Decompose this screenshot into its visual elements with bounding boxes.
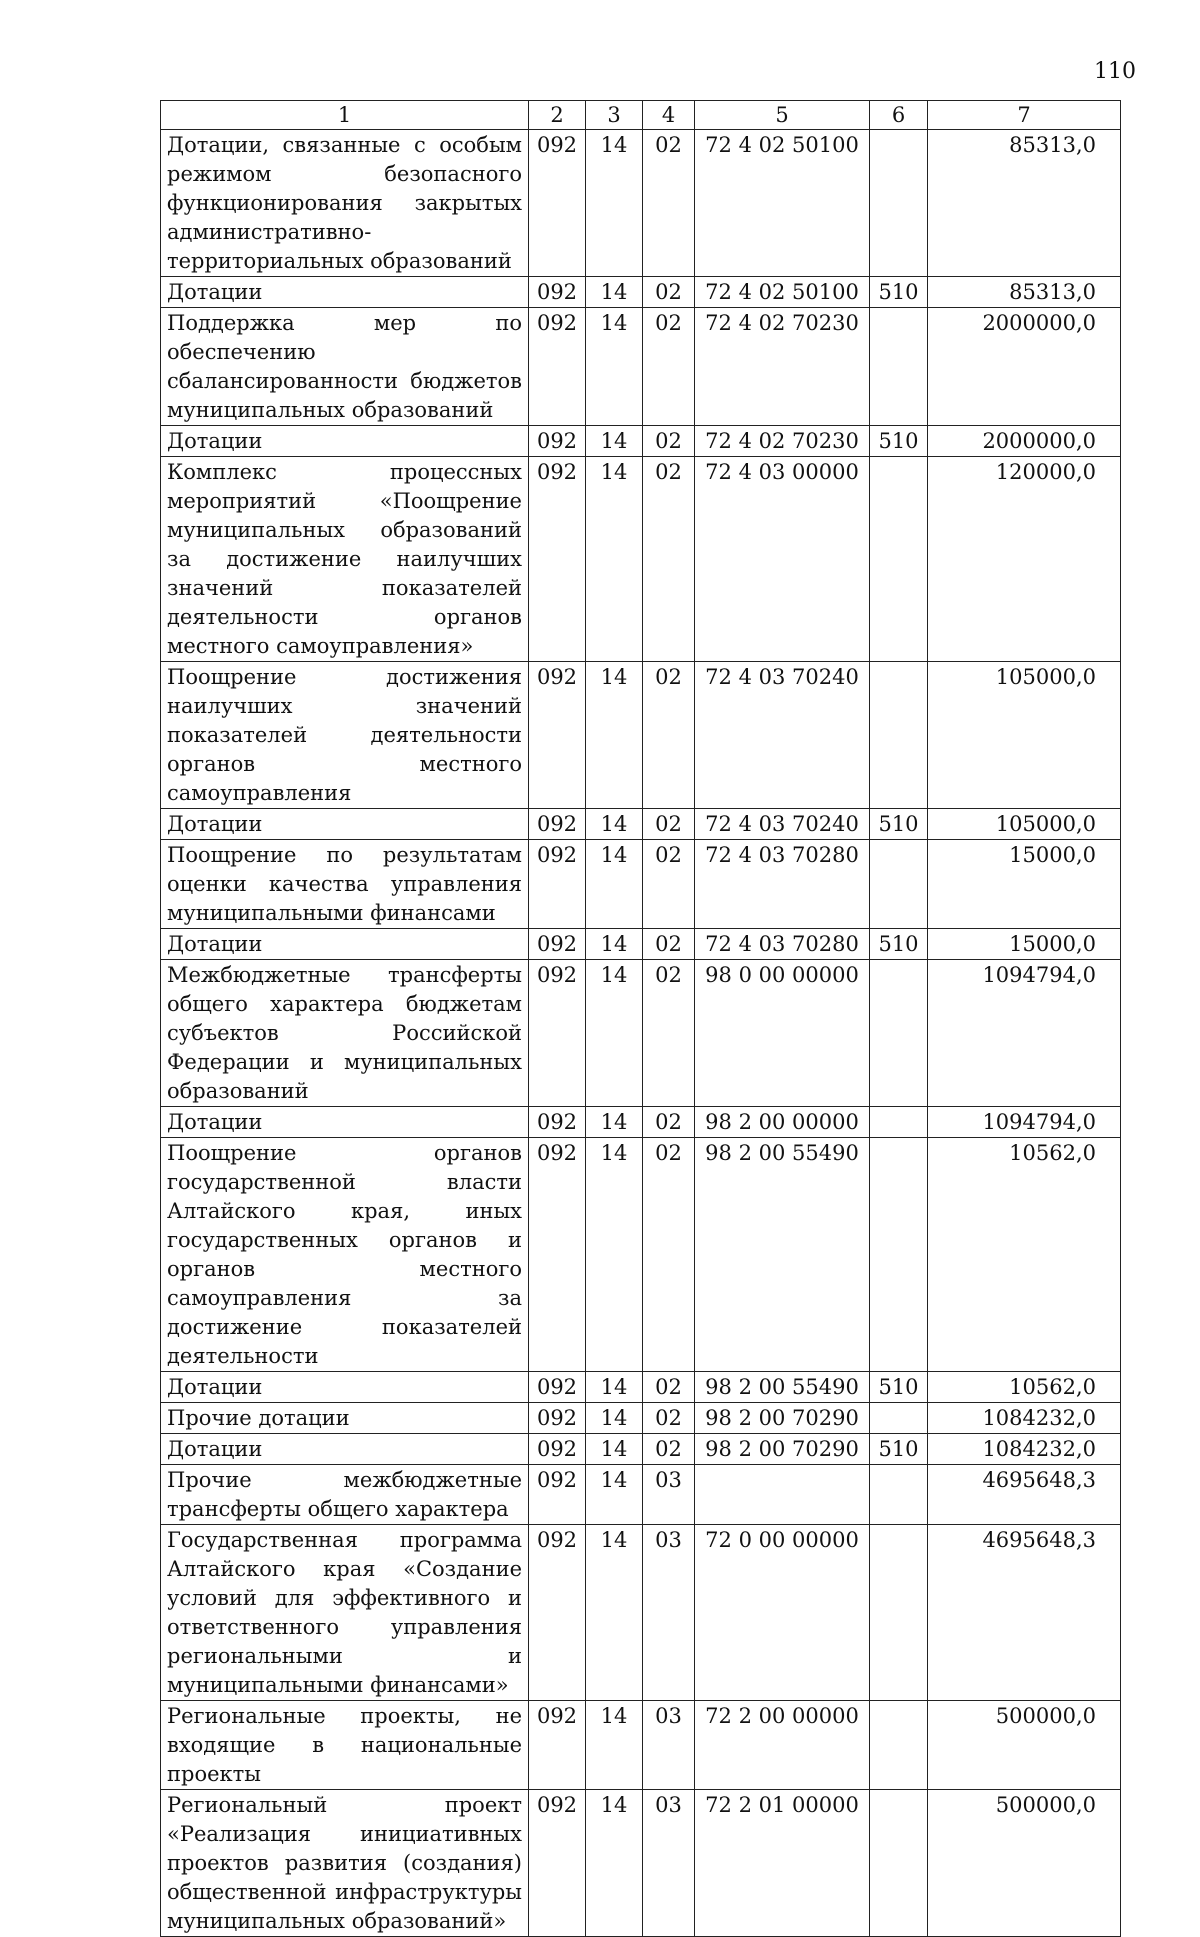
row-name-cell: Региональный проект «Реализация инициативных проектов развития (создания) общественной инфраструктуры муниципальных образований» [161, 1790, 529, 1937]
code-cell: 72 4 02 50100 [695, 277, 870, 308]
code-cell: 14 [586, 809, 643, 840]
code-cell [870, 1701, 928, 1790]
code-cell: 14 [586, 1525, 643, 1701]
table-row [161, 1107, 1121, 1138]
table-row [161, 1434, 1121, 1465]
code-cell [870, 960, 928, 1107]
code-cell: 14 [586, 840, 643, 929]
sum-cell: 2000000,0 [928, 426, 1121, 457]
code-cell: 092 [529, 662, 586, 809]
code-cell: 02 [643, 308, 695, 426]
table-row [161, 1701, 1121, 1790]
row-name-cell: Дотации [161, 809, 529, 840]
code-cell [695, 1465, 870, 1525]
code-cell: 14 [586, 960, 643, 1107]
code-cell: 02 [643, 960, 695, 1107]
code-cell: 02 [643, 1372, 695, 1403]
table-row [161, 426, 1121, 457]
column-header: 3 [586, 101, 643, 130]
table-body [161, 130, 1121, 1937]
row-name-cell: Поощрение по результатам оценки качества управления муниципальными финансами [161, 840, 529, 929]
code-cell: 14 [586, 1138, 643, 1372]
code-cell: 510 [870, 929, 928, 960]
code-cell: 03 [643, 1465, 695, 1525]
table-row [161, 1790, 1121, 1937]
page-number: 110 [1094, 59, 1136, 84]
column-header: 5 [695, 101, 870, 130]
code-cell: 02 [643, 426, 695, 457]
sum-cell: 10562,0 [928, 1372, 1121, 1403]
code-cell [870, 457, 928, 662]
code-cell [870, 130, 928, 277]
code-cell: 092 [529, 840, 586, 929]
code-cell: 02 [643, 809, 695, 840]
code-cell: 02 [643, 130, 695, 277]
code-cell: 72 4 03 70280 [695, 929, 870, 960]
sum-cell: 120000,0 [928, 457, 1121, 662]
column-header: 4 [643, 101, 695, 130]
table-row [161, 662, 1121, 809]
code-cell: 510 [870, 426, 928, 457]
table-row [161, 1465, 1121, 1525]
code-cell: 72 4 03 70240 [695, 662, 870, 809]
code-cell: 98 0 00 00000 [695, 960, 870, 1107]
table-row [161, 809, 1121, 840]
table-row [161, 1525, 1121, 1701]
code-cell: 98 2 00 55490 [695, 1372, 870, 1403]
row-name-cell: Прочие дотации [161, 1403, 529, 1434]
column-header: 2 [529, 101, 586, 130]
code-cell: 98 2 00 70290 [695, 1403, 870, 1434]
row-name-cell: Прочие межбюджетные трансферты общего характера [161, 1465, 529, 1525]
row-name-cell: Дотации [161, 1107, 529, 1138]
code-cell: 02 [643, 1138, 695, 1372]
code-cell: 02 [643, 840, 695, 929]
code-cell: 02 [643, 277, 695, 308]
code-cell: 510 [870, 1372, 928, 1403]
row-name-cell: Дотации [161, 426, 529, 457]
code-cell: 092 [529, 1701, 586, 1790]
code-cell: 02 [643, 457, 695, 662]
code-cell [870, 1525, 928, 1701]
code-cell: 98 2 00 55490 [695, 1138, 870, 1372]
code-cell: 14 [586, 662, 643, 809]
code-cell [870, 1790, 928, 1937]
code-cell: 14 [586, 308, 643, 426]
code-cell: 72 4 03 00000 [695, 457, 870, 662]
column-header: 7 [928, 101, 1121, 130]
header-row [161, 101, 1121, 130]
code-cell: 98 2 00 70290 [695, 1434, 870, 1465]
code-cell [870, 840, 928, 929]
sum-cell: 2000000,0 [928, 308, 1121, 426]
code-cell: 092 [529, 1465, 586, 1525]
table-row [161, 1138, 1121, 1372]
code-cell [870, 1403, 928, 1434]
code-cell: 092 [529, 809, 586, 840]
table-row [161, 130, 1121, 277]
code-cell [870, 1107, 928, 1138]
column-header: 1 [161, 101, 529, 130]
code-cell: 092 [529, 277, 586, 308]
code-cell: 72 4 02 70230 [695, 308, 870, 426]
code-cell: 03 [643, 1790, 695, 1937]
code-cell: 092 [529, 457, 586, 662]
row-name-cell: Поощрение достижения наилучших значений показателей деятельности органов местного самоуправления [161, 662, 529, 809]
table-row [161, 308, 1121, 426]
code-cell: 72 4 02 70230 [695, 426, 870, 457]
code-cell: 02 [643, 929, 695, 960]
table-row [161, 840, 1121, 929]
code-cell: 092 [529, 1790, 586, 1937]
sum-cell: 500000,0 [928, 1790, 1121, 1937]
code-cell: 092 [529, 1434, 586, 1465]
sum-cell: 4695648,3 [928, 1465, 1121, 1525]
row-name-cell: Дотации [161, 277, 529, 308]
code-cell: 03 [643, 1525, 695, 1701]
table-row [161, 1372, 1121, 1403]
code-cell: 72 4 03 70240 [695, 809, 870, 840]
table-row [161, 277, 1121, 308]
sum-cell: 85313,0 [928, 277, 1121, 308]
row-name-cell: Дотации [161, 1372, 529, 1403]
sum-cell: 105000,0 [928, 809, 1121, 840]
code-cell: 092 [529, 1403, 586, 1434]
sum-cell: 1094794,0 [928, 1107, 1121, 1138]
row-name-cell: Межбюджетные трансферты общего характера бюджетам субъектов Российской Федерации и муниципальных образований [161, 960, 529, 1107]
row-name-cell: Региональные проекты, не входящие в национальные проекты [161, 1701, 529, 1790]
row-name-cell: Дотации [161, 929, 529, 960]
table-row [161, 960, 1121, 1107]
code-cell: 092 [529, 426, 586, 457]
row-name-cell: Комплекс процессных мероприятий «Поощрение муниципальных образований за достижение наилучших значений показателей деятельности органов местного самоуправления» [161, 457, 529, 662]
code-cell: 092 [529, 1525, 586, 1701]
row-name-cell: Государственная программа Алтайского края «Создание условий для эффективного и ответственного управления региональными и муниципальными финансами» [161, 1525, 529, 1701]
code-cell: 14 [586, 426, 643, 457]
code-cell: 092 [529, 929, 586, 960]
code-cell: 14 [586, 1107, 643, 1138]
code-cell: 14 [586, 1403, 643, 1434]
code-cell: 092 [529, 308, 586, 426]
code-cell: 14 [586, 130, 643, 277]
sum-cell: 15000,0 [928, 840, 1121, 929]
sum-cell: 1084232,0 [928, 1434, 1121, 1465]
code-cell: 72 2 01 00000 [695, 1790, 870, 1937]
table-row [161, 929, 1121, 960]
code-cell: 72 4 02 50100 [695, 130, 870, 277]
sum-cell: 105000,0 [928, 662, 1121, 809]
sum-cell: 1084232,0 [928, 1403, 1121, 1434]
budget-table [160, 100, 1121, 1937]
sum-cell: 15000,0 [928, 929, 1121, 960]
code-cell: 14 [586, 1465, 643, 1525]
code-cell: 02 [643, 1107, 695, 1138]
code-cell: 092 [529, 1138, 586, 1372]
code-cell: 14 [586, 1701, 643, 1790]
sum-cell: 10562,0 [928, 1138, 1121, 1372]
code-cell [870, 308, 928, 426]
code-cell: 092 [529, 130, 586, 277]
code-cell: 02 [643, 662, 695, 809]
code-cell: 14 [586, 457, 643, 662]
code-cell: 510 [870, 1434, 928, 1465]
code-cell: 14 [586, 1790, 643, 1937]
code-cell: 510 [870, 809, 928, 840]
code-cell: 02 [643, 1434, 695, 1465]
code-cell: 72 4 03 70280 [695, 840, 870, 929]
code-cell: 092 [529, 1372, 586, 1403]
code-cell: 98 2 00 00000 [695, 1107, 870, 1138]
column-header: 6 [870, 101, 928, 130]
sum-cell: 85313,0 [928, 130, 1121, 277]
row-name-cell: Поощрение органов государственной власти Алтайского края, иных государственных органов и органов местного самоуправления за достижение показателей деятельности [161, 1138, 529, 1372]
sum-cell: 4695648,3 [928, 1525, 1121, 1701]
code-cell: 72 0 00 00000 [695, 1525, 870, 1701]
code-cell: 14 [586, 1434, 643, 1465]
code-cell: 14 [586, 1372, 643, 1403]
table-row [161, 457, 1121, 662]
code-cell [870, 662, 928, 809]
code-cell [870, 1138, 928, 1372]
code-cell: 14 [586, 277, 643, 308]
code-cell: 14 [586, 929, 643, 960]
sum-cell: 500000,0 [928, 1701, 1121, 1790]
code-cell: 02 [643, 1403, 695, 1434]
row-name-cell: Дотации [161, 1434, 529, 1465]
code-cell: 092 [529, 1107, 586, 1138]
row-name-cell: Поддержка мер по обеспечению сбалансированности бюджетов муниципальных образований [161, 308, 529, 426]
code-cell [870, 1465, 928, 1525]
sum-cell: 1094794,0 [928, 960, 1121, 1107]
code-cell: 72 2 00 00000 [695, 1701, 870, 1790]
code-cell: 510 [870, 277, 928, 308]
code-cell: 092 [529, 960, 586, 1107]
table-row [161, 1403, 1121, 1434]
code-cell: 03 [643, 1701, 695, 1790]
row-name-cell: Дотации, связанные с особым режимом безопасного функционирования закрытых административно-территориальных образований [161, 130, 529, 277]
